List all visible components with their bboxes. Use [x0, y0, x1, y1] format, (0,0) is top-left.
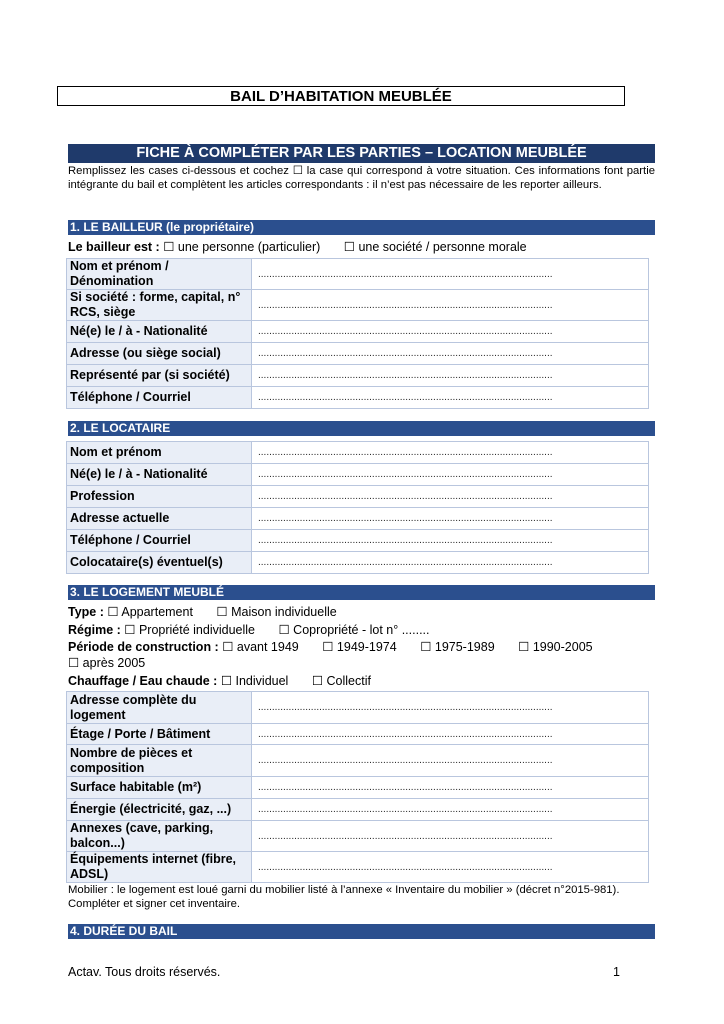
checkbox-societe[interactable]: ☐ une société / personne morale	[343, 240, 527, 254]
field-label: Nombre de pièces et composition	[67, 745, 252, 777]
table-row	[67, 387, 649, 409]
fill-in-field[interactable]: ..........................................................................................................	[252, 290, 649, 321]
document-title: BAIL D’HABITATION MEUBLÉE	[57, 86, 625, 106]
fill-in-field[interactable]: ..........................................................................................................	[252, 530, 649, 552]
field-label: Énergie (électricité, gaz, ...)	[67, 799, 252, 821]
field-label: Né(e) le / à - Nationalité	[67, 321, 252, 343]
mobilier-note: Mobilier : le logement est loué garni du mobilier listé à l’annexe « Inventaire du mobilier » (décret n°2015-981). Compléter et signer cet inventaire.	[68, 884, 620, 910]
checkbox-copropriete[interactable]: ☐ Copropriété - lot n° ........	[278, 623, 430, 637]
logement-table	[66, 691, 649, 883]
field-label: Colocataire(s) éventuel(s)	[67, 552, 252, 574]
table-row	[67, 852, 649, 883]
checkbox-1990-2005[interactable]: ☐ 1990-2005	[518, 640, 593, 654]
field-label: Étage / Porte / Bâtiment	[67, 724, 252, 745]
checkbox-1949-1974[interactable]: ☐ 1949-1974	[322, 640, 397, 654]
fill-in-field[interactable]: ..........................................................................................................	[252, 343, 649, 365]
table-row	[67, 777, 649, 799]
table-row	[67, 745, 649, 777]
fill-in-field[interactable]: ..........................................................................................................	[252, 852, 649, 883]
page-number: 1	[613, 965, 620, 979]
table-row	[67, 321, 649, 343]
field-label: Téléphone / Courriel	[67, 530, 252, 552]
checkbox-collectif[interactable]: ☐ Collectif	[311, 674, 371, 688]
section-heading-locataire: 2. LE LOCATAIRE	[68, 421, 655, 436]
field-label: Surface habitable (m²)	[67, 777, 252, 799]
table-row	[67, 464, 649, 486]
periode-label: Période de construction :	[68, 640, 219, 654]
field-label: Nom et prénom	[67, 442, 252, 464]
fill-in-field[interactable]: ..........................................................................................................	[252, 777, 649, 799]
field-label: Profession	[67, 486, 252, 508]
fill-in-field[interactable]: ..........................................................................................................	[252, 365, 649, 387]
locataire-table	[66, 441, 649, 574]
section-heading-logement: 3. LE LOGEMENT MEUBLÉ	[68, 585, 655, 600]
section-heading-bailleur: 1. LE BAILLEUR (le propriétaire)	[68, 220, 655, 235]
regime-label: Régime :	[68, 623, 121, 637]
logement-type-line	[68, 604, 655, 621]
table-row	[67, 508, 649, 530]
table-row	[67, 821, 649, 852]
table-row	[67, 530, 649, 552]
field-label: Représenté par (si société)	[67, 365, 252, 387]
field-label: Nom et prénom / Dénomination	[67, 259, 252, 290]
table-row	[67, 724, 649, 745]
periode-line	[68, 639, 655, 656]
bailleur-type-line	[68, 239, 655, 256]
fill-in-field[interactable]: ..........................................................................................................	[252, 692, 649, 724]
checkbox-individuel[interactable]: ☐ Individuel	[220, 674, 289, 688]
field-label: Équipements internet (fibre, ADSL)	[67, 852, 252, 883]
table-row	[67, 259, 649, 290]
checkbox-apres-2005[interactable]: ☐ après 2005	[68, 656, 146, 670]
table-row	[67, 343, 649, 365]
fill-in-field[interactable]: ..........................................................................................................	[252, 387, 649, 409]
fill-in-field[interactable]: ..........................................................................................................	[252, 745, 649, 777]
fill-in-field[interactable]: ..........................................................................................................	[252, 552, 649, 574]
section-heading-duree: 4. DURÉE DU BAIL	[68, 924, 655, 939]
field-label: Adresse actuelle	[67, 508, 252, 530]
table-row	[67, 692, 649, 724]
checkbox-avant-1949[interactable]: ☐ avant 1949	[222, 640, 299, 654]
regime-line	[68, 622, 655, 639]
fill-in-field[interactable]: ..........................................................................................................	[252, 259, 649, 290]
chauffage-line	[68, 673, 655, 690]
bailleur-table	[66, 258, 649, 409]
field-label: Adresse (ou siège social)	[67, 343, 252, 365]
checkbox-propriete-individuelle[interactable]: ☐ Propriété individuelle	[124, 623, 256, 637]
fill-in-field[interactable]: ..........................................................................................................	[252, 508, 649, 530]
periode-line-2	[68, 655, 655, 672]
fill-in-field[interactable]: ..........................................................................................................	[252, 486, 649, 508]
chauffage-label: Chauffage / Eau chaude :	[68, 674, 218, 688]
fill-in-field[interactable]: ..........................................................................................................	[252, 464, 649, 486]
field-label: Téléphone / Courriel	[67, 387, 252, 409]
fill-in-field[interactable]: ..........................................................................................................	[252, 821, 649, 852]
table-row	[67, 799, 649, 821]
fill-in-field[interactable]: ..........................................................................................................	[252, 799, 649, 821]
bailleur-type-label: Le bailleur est :	[68, 240, 160, 254]
field-label: Adresse complète du logement	[67, 692, 252, 724]
footer-copyright: Actav. Tous droits réservés.	[68, 965, 221, 979]
checkbox-1975-1989[interactable]: ☐ 1975-1989	[420, 640, 495, 654]
table-row	[67, 552, 649, 574]
checkbox-maison[interactable]: ☐ Maison individuelle	[216, 605, 337, 619]
logement-type-label: Type :	[68, 605, 104, 619]
checkbox-particulier[interactable]: ☐ une personne (particulier)	[163, 240, 321, 254]
sheet-title: FICHE À COMPLÉTER PAR LES PARTIES – LOCATION MEUBLÉE	[68, 144, 655, 163]
table-row	[67, 290, 649, 321]
field-label: Annexes (cave, parking, balcon...)	[67, 821, 252, 852]
checkbox-appartement[interactable]: ☐ Appartement	[107, 605, 193, 619]
table-row	[67, 442, 649, 464]
fill-in-field[interactable]: ..........................................................................................................	[252, 321, 649, 343]
fill-in-field[interactable]: ..........................................................................................................	[252, 724, 649, 745]
table-row	[67, 365, 649, 387]
table-row	[67, 486, 649, 508]
intro-text: Remplissez les cases ci-dessous et cochez ☐ la case qui correspond à votre situation. Ces informations font partie intégrante du bail et complètent les articles correspondants : il n’est pas nécessaire de les reporter ailleurs.	[68, 165, 655, 191]
field-label: Né(e) le / à - Nationalité	[67, 464, 252, 486]
fill-in-field[interactable]: ..........................................................................................................	[252, 442, 649, 464]
field-label: Si société : forme, capital, n° RCS, siège	[67, 290, 252, 321]
